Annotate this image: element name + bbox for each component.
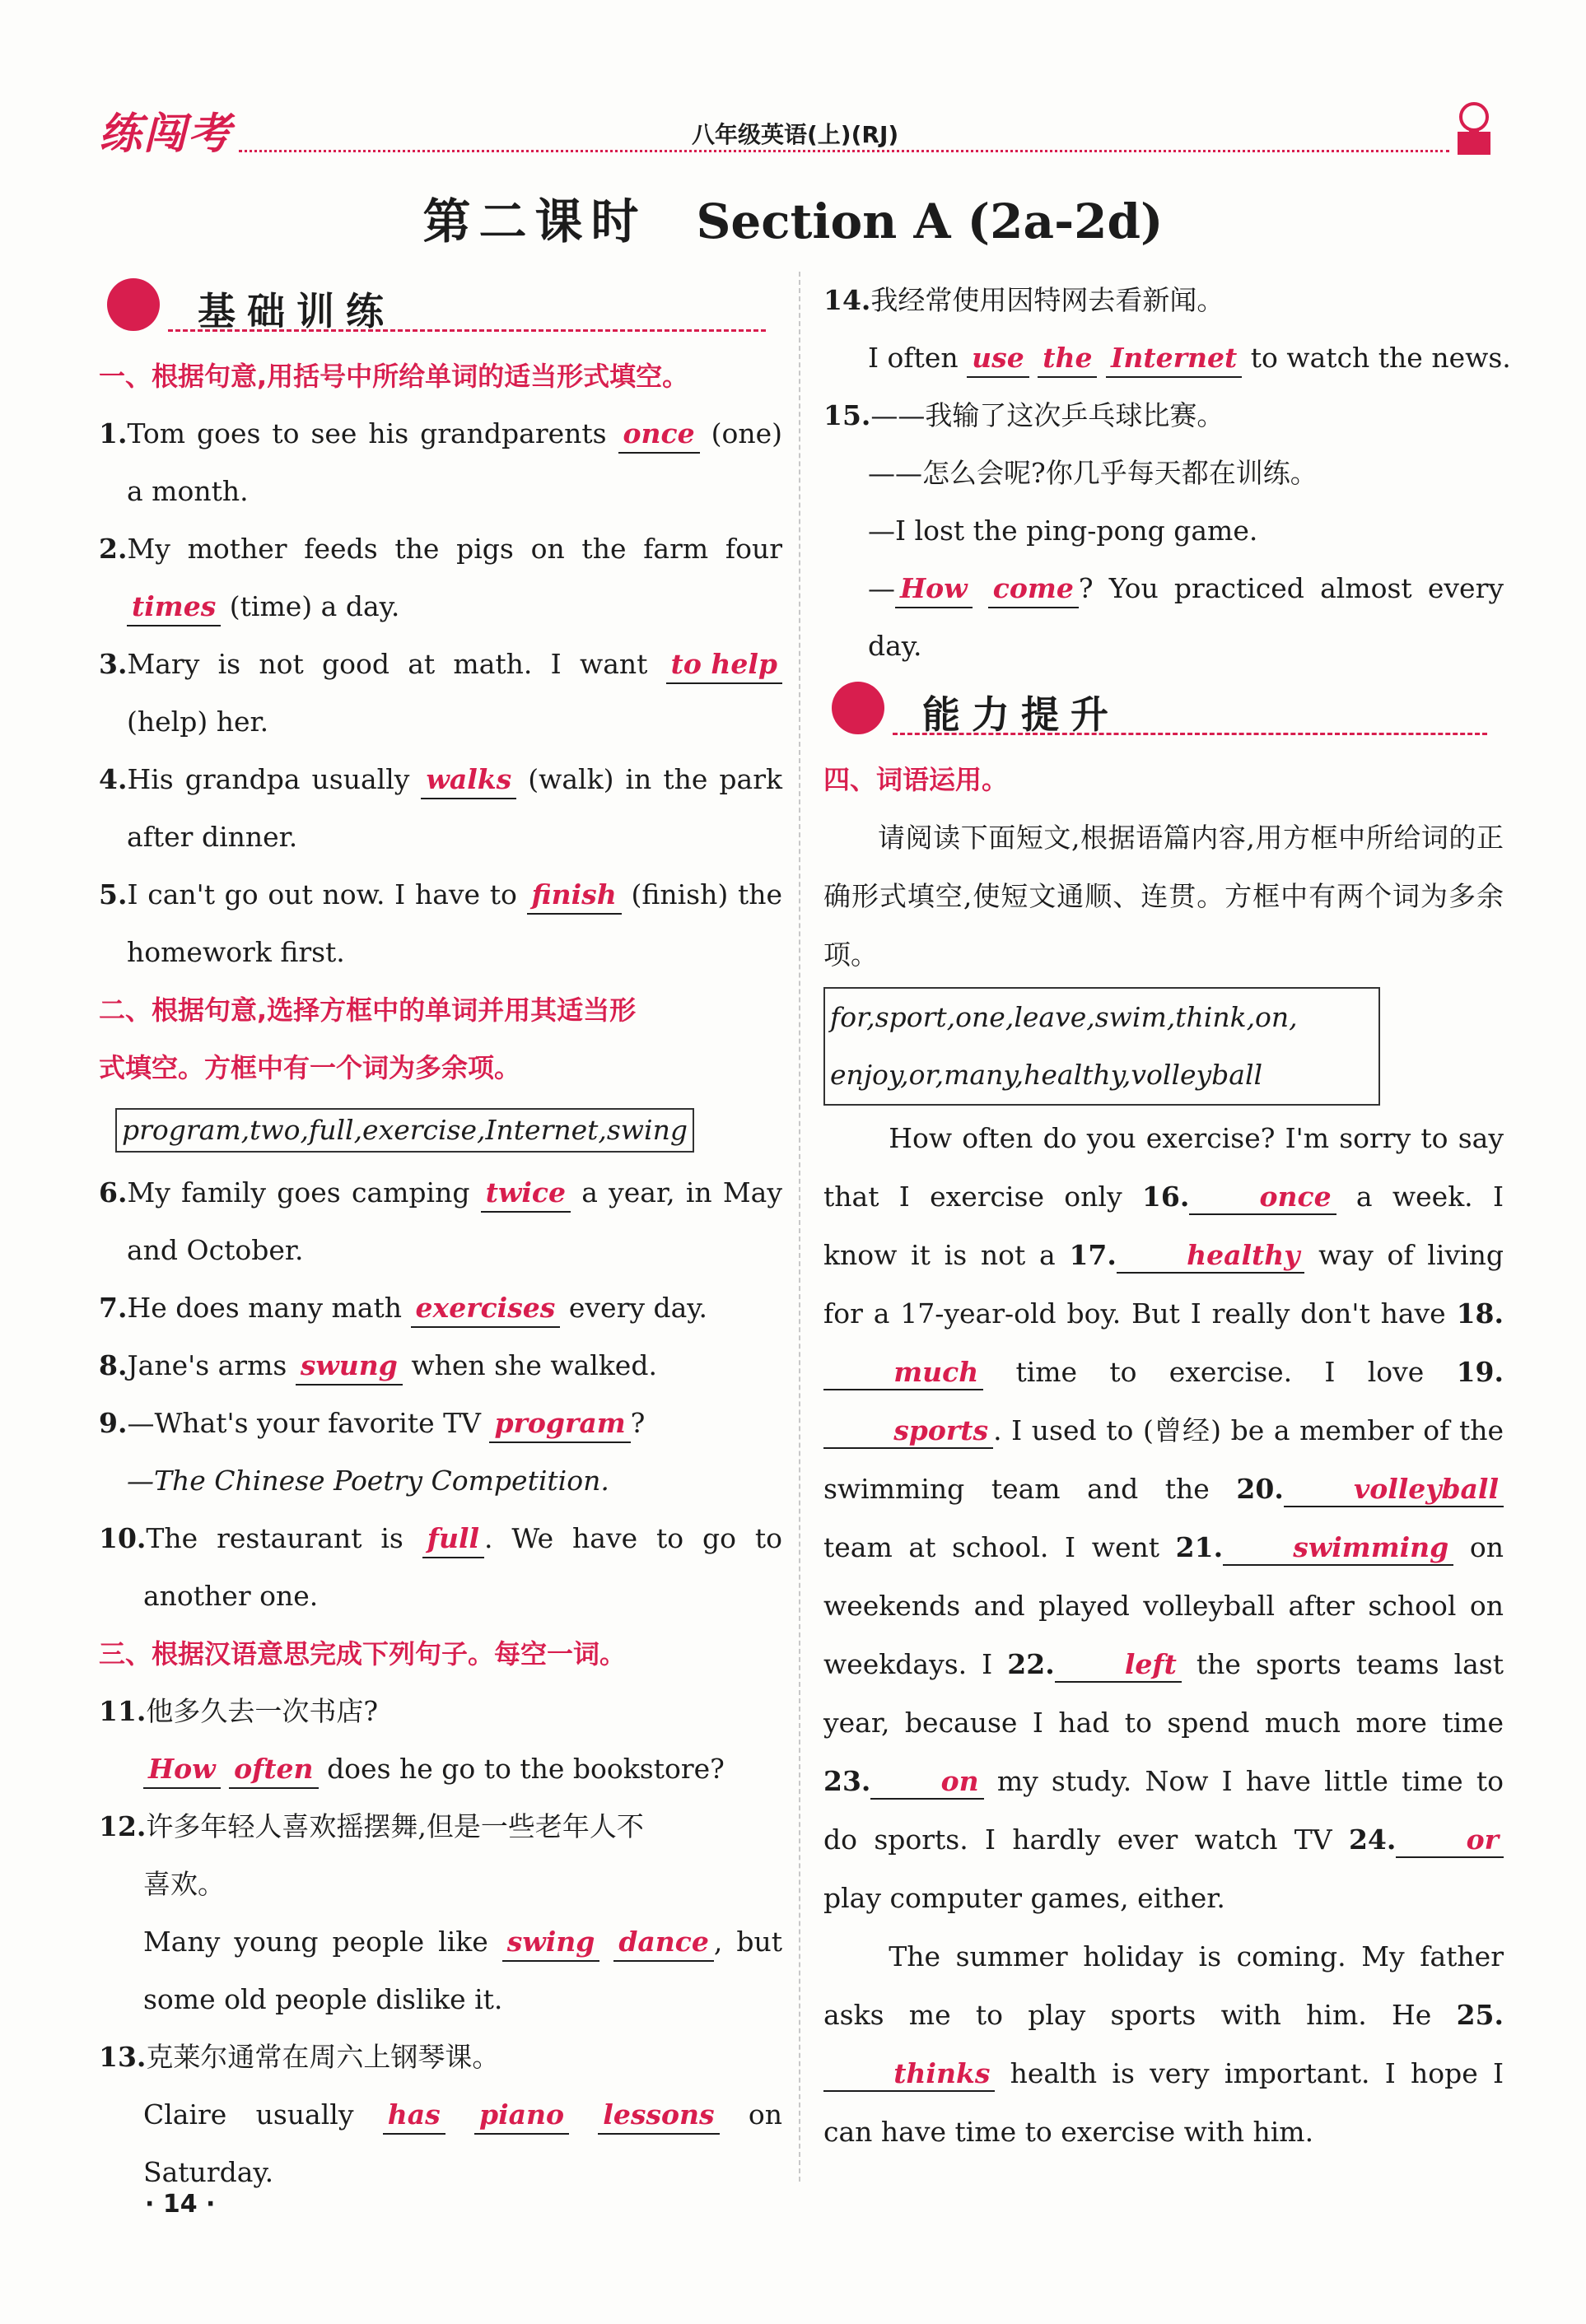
section-advanced-title: 能力提升 [922, 692, 1120, 737]
answer-13a: has [383, 2097, 445, 2135]
answer-8: swung [296, 1348, 403, 1386]
question-4: 4.His grandpa usually walks (walk) in the park [99, 751, 782, 808]
passage-intro: 请阅读下面短文,根据语篇内容,用方框中所给词的正确形式填空,使短文通顺、连贯。方框中有两个词为多余项。 [823, 822, 1504, 971]
answer-20: volleyball [1284, 1473, 1504, 1507]
question-12: 12.许多年轻人喜欢摇摆舞,但是一些老年人不 [99, 1810, 644, 1842]
question-9: 9.—What's your favorite TV program ? [99, 1395, 782, 1452]
answer-11a: How [143, 1751, 221, 1789]
question-4-cont: after dinner. [127, 821, 298, 853]
question-15-answer: — How come ? You practiced almost every [823, 560, 1504, 617]
question-7: 7.He does many math exercises every day. [99, 1279, 782, 1337]
instruction-part3: 三、根据汉语意思完成下列句子。每空一词。 [99, 1638, 627, 1670]
question-5: 5.I can't go out now. I have to finish (finish) the [99, 866, 782, 924]
answer-13c: lessons [598, 2097, 719, 2135]
page-header [99, 99, 1499, 165]
section-underline [893, 733, 1487, 735]
question-9-cont: —The Chinese Poetry Competition. [127, 1465, 609, 1497]
answer-15a: How [895, 571, 973, 608]
section-basic-header [99, 272, 782, 338]
question-15-cont: day. [868, 630, 922, 662]
answer-22: left [1055, 1648, 1182, 1683]
column-divider [799, 272, 800, 2182]
question-11: 11.他多久去一次书店? [99, 1695, 379, 1727]
header-dotted-line [239, 150, 1449, 152]
question-2-cont: times (time) a day. [99, 578, 782, 636]
answer-23: on [870, 1765, 983, 1800]
answer-1: once [618, 416, 700, 454]
question-3-cont: (help) her. [127, 706, 269, 738]
question-2: 2.My mother feeds the pigs on the farm four [99, 533, 782, 565]
answer-6: twice [481, 1175, 571, 1213]
left-column [99, 272, 782, 2201]
answer-12a: swing [502, 1924, 600, 1962]
book-title: 八年级英语(上)(RJ) [692, 121, 899, 148]
answer-21: swimming [1223, 1531, 1453, 1566]
answer-24: or [1396, 1823, 1504, 1858]
answer-25: thinks [823, 2057, 995, 2092]
question-1-cont: a month. [127, 475, 249, 507]
question-12-answer: Many young people like swing dance , but [99, 1913, 782, 1971]
question-6: 6.My family goes camping twice a year, in May [99, 1164, 782, 1222]
answer-5: finish [527, 877, 622, 915]
question-10-cont: another one. [143, 1580, 319, 1612]
answer-14a: use [967, 340, 1029, 378]
right-column [823, 272, 1511, 2161]
clock-icon [832, 682, 884, 734]
question-5-cont: homework first. [127, 936, 345, 968]
question-12-cont: some old people dislike it. [143, 1983, 503, 2015]
pencil-icon [107, 278, 160, 331]
answer-10: full [422, 1521, 484, 1558]
question-15-cn-cont: ——怎么会呢?你几乎每天都在训练。 [868, 457, 1318, 489]
word-box-part4: for,sport,one,leave,swim,think,on, enjoy,or,many,healthy,volleyball [823, 987, 1380, 1106]
question-15-en: —I lost the ping-pong game. [868, 515, 1258, 547]
section-underline [168, 329, 766, 332]
answer-2: times [127, 589, 221, 626]
page-title: 第二课时 Section A (2a-2d) [422, 193, 1164, 249]
answer-17: healthy [1117, 1239, 1305, 1274]
answer-15b: come [988, 571, 1079, 608]
question-6-cont: and October. [127, 1234, 304, 1266]
answer-4: walks [421, 761, 516, 799]
answer-18: much [823, 1356, 983, 1390]
question-13-answer: Claire usually has piano lessons on [99, 2086, 782, 2144]
question-10: 10.The restaurant is full . We have to go to [99, 1510, 782, 1567]
question-3: 3.Mary is not good at math. I want to help [99, 636, 782, 693]
answer-14c: Internet [1106, 340, 1242, 378]
section-basic-title: 基础训练 [198, 289, 395, 333]
instruction-part4: 四、词语运用。 [823, 764, 1009, 795]
passage-paragraph-2: The summer holiday is coming. My father asks me to play sports with him. He 25.thinks health is very important. I hope I can have time to exercise with him. [823, 1940, 1504, 2148]
section-advanced-header [823, 675, 1504, 741]
answer-13b: piano [474, 2097, 569, 2135]
passage-paragraph-1: How often do you exercise? I'm sorry to say that I exercise only 16. once a week. I know it is not a 17. healthy way of living for a 17-year-old boy. But I really don't have 18.much time to exercise. I love 19.sports . I used to (曾经) be a member of the swimming team and the 20. volleyball team at school. I went 21. swimming on weekends and played volleyball after school on weekdays. I 22. left the sports teams last year, because I had to spend much more time 23. on my study. Now I have little time to do sports. I hardly ever watch TV 24. or play computer games, either. [823, 1122, 1504, 1914]
answer-14b: the [1038, 340, 1097, 378]
question-11-answer: How often does he go to the bookstore? [99, 1740, 782, 1798]
question-12-cn-cont: 喜欢。 [143, 1868, 225, 1900]
answer-19: sports [823, 1414, 993, 1449]
instruction-part2: 二、根据句意,选择方框中的单词并用其适当形 式填空。方框中有一个词为多余项。 [99, 994, 637, 1083]
answer-11b: often [229, 1751, 318, 1789]
question-14-answer: I often use the Internet to watch the news. [823, 329, 1504, 387]
word-box-part2: program,two,full,exercise,Internet,swing [115, 1108, 694, 1153]
question-1: 1.Tom goes to see his grandparents once (one) [99, 405, 782, 463]
question-8: 8.Jane's arms swung when she walked. [99, 1337, 782, 1395]
question-15: 15.——我输了这次乒乓球比赛。 [823, 399, 1224, 431]
page-number: · 14 · [145, 2190, 216, 2219]
trophy-icon [1449, 99, 1499, 156]
question-13: 13.克莱尔通常在周六上钢琴课。 [99, 2041, 500, 2073]
answer-9: program [489, 1405, 630, 1443]
answer-16: once [1189, 1181, 1336, 1215]
answer-12b: dance [613, 1924, 714, 1962]
question-13-cont: Saturday. [143, 2156, 274, 2188]
instruction-part1: 一、根据句意,用括号中所给单词的适当形式填空。 [99, 361, 689, 392]
answer-3: to help [666, 646, 782, 684]
answer-7: exercises [411, 1290, 561, 1328]
question-14: 14.我经常使用因特网去看新闻。 [823, 284, 1224, 316]
book-logo: 练闯考 [99, 109, 233, 159]
